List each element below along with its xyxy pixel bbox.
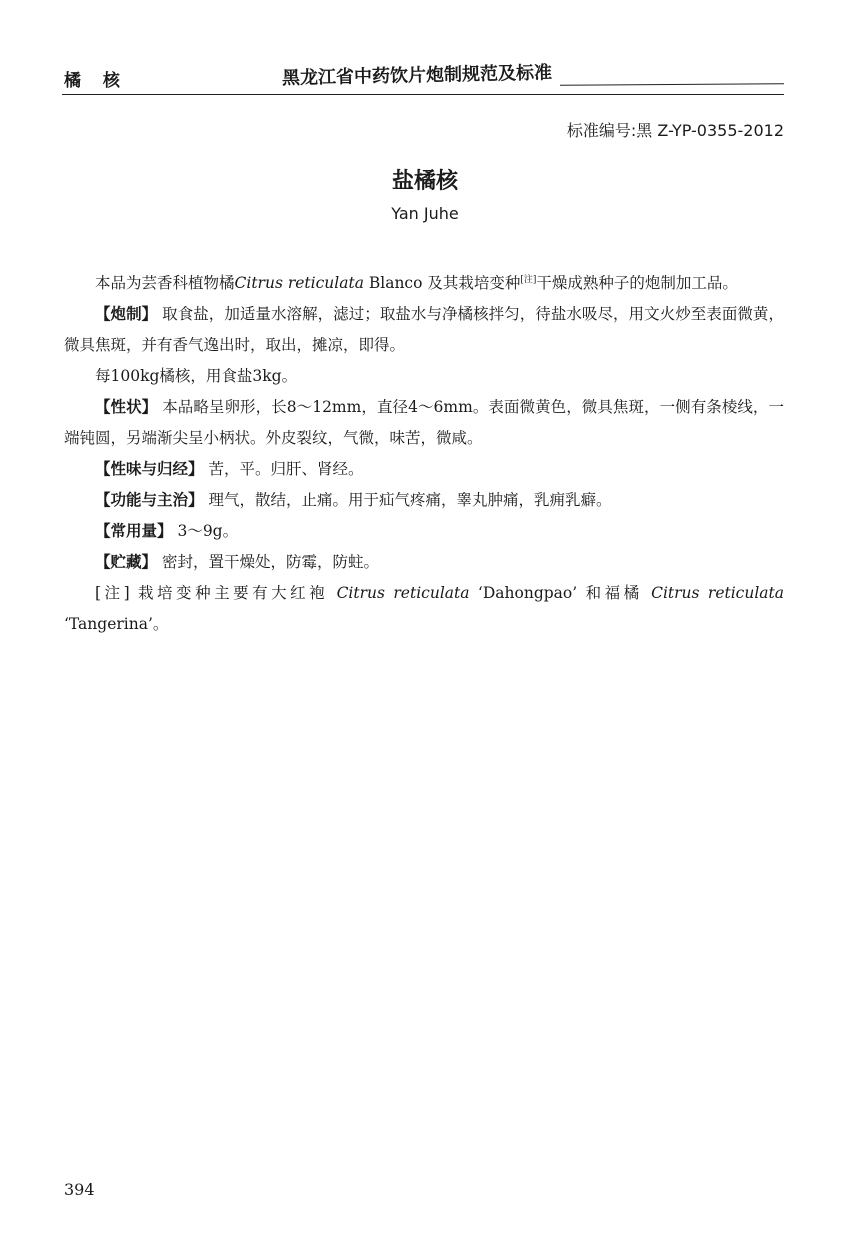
note-text-c: ‘Tangerina’。	[64, 615, 169, 633]
usage-text: 3～9g。	[177, 522, 239, 540]
dosage-ratio-paragraph	[64, 361, 784, 392]
nature-meridian-paragraph	[64, 454, 784, 485]
note-reference-mark: [注]	[520, 274, 537, 285]
note-text-b: ‘Dahongpao’ 和福橘	[469, 584, 652, 602]
processing-label: 【炮制】	[95, 305, 158, 323]
intro-text-c: 干燥成熟种子的炮制加工品。	[536, 274, 738, 292]
page-title: 盐橘核	[391, 169, 458, 194]
note-text-a: [注] 栽培变种主要有大红袍	[95, 584, 337, 602]
intro-paragraph	[64, 268, 784, 299]
usage-label: 【常用量】	[95, 522, 173, 540]
intro-text-b: Blanco 及其栽培变种	[363, 274, 521, 292]
intro-latin-name: Citrus reticulata	[234, 274, 364, 292]
page-number: 394	[64, 1180, 95, 1199]
processing-text: 取食盐，加适量水溶解，滤过；取盐水与净橘核拌匀，待盐水吸尽，用文火炒至表面微黄，微具焦斑，并有香气逸出时，取出，摊凉，即得。	[64, 305, 784, 354]
nature-meridian-label: 【性味与归经】	[95, 460, 204, 478]
note-latin-name-b: Citrus reticulata	[651, 584, 785, 602]
note-paragraph	[64, 578, 784, 640]
characteristics-label: 【性状】	[95, 398, 158, 416]
usage-paragraph	[64, 516, 784, 547]
storage-text: 密封，置干燥处，防霉，防蛀。	[161, 553, 379, 571]
characteristics-text: 本品略呈卵形，长8～12mm，直径4～6mm。表面微黄色，微具焦斑，一侧有条棱线，一端钝圆，另端渐尖呈小柄状。外皮裂纹，气微，味苦，微咸。	[64, 398, 784, 447]
note-latin-name-a: Citrus reticulata	[336, 584, 470, 602]
characteristics-paragraph	[64, 392, 784, 454]
header-rule	[62, 94, 784, 95]
standard-number: 标准编号:黑 Z-YP-0355-2012	[566, 121, 784, 140]
pinyin-subtitle: Yan Juhe	[391, 204, 459, 223]
functions-label: 【功能与主治】	[95, 491, 204, 509]
nature-meridian-text: 苦，平。归肝、肾经。	[208, 460, 364, 478]
processing-paragraph	[64, 299, 784, 361]
functions-text: 理气，散结，止痛。用于疝气疼痛，睾丸肿痛，乳痈乳癖。	[208, 491, 612, 509]
monograph-body	[64, 268, 784, 640]
functions-paragraph	[64, 485, 784, 516]
running-header-book-title: 黑龙江省中药饮片炮制规范及标准	[281, 62, 553, 89]
dosage-ratio-text: 每100kg橘核，用食盐3kg。	[95, 367, 298, 385]
storage-label: 【贮藏】	[95, 553, 158, 571]
storage-paragraph	[64, 547, 784, 578]
running-header-section: 橘 核	[64, 71, 128, 91]
header-rule-accent	[560, 83, 784, 86]
intro-text-a: 本品为芸香科植物橘	[95, 274, 235, 292]
